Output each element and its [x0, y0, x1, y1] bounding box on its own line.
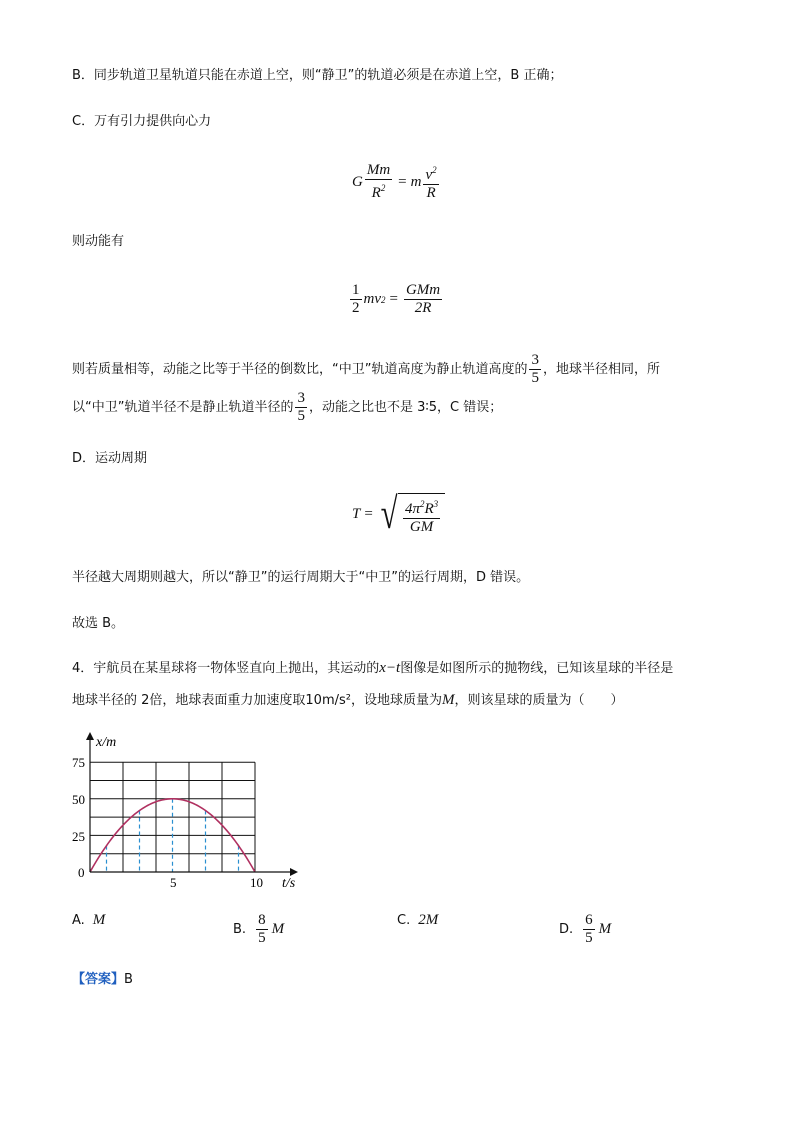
period-conclusion: 半径越大周期则越大，所以“静卫”的运行周期大于“中卫”的运行周期，D 错误。 — [72, 570, 530, 585]
frac-3-5-num-2: 3 — [297, 390, 305, 406]
option-d-label: D. — [559, 922, 574, 937]
y-axis-arrow — [86, 732, 94, 740]
ratio-text-2: 以“中卫”轨道半径不是静止轨道半径的 — [72, 399, 294, 415]
option-b-num: 8 — [258, 912, 266, 928]
option-d-value: M — [598, 921, 612, 937]
option-b-label: B. — [233, 922, 247, 937]
option-b-value: M — [271, 921, 285, 937]
option-c-label: C. — [397, 913, 411, 928]
eq2-num1: 1 — [352, 282, 360, 298]
answer-tag: 【答案】 — [72, 972, 125, 987]
eq3-t: T — [352, 505, 361, 522]
eq3-num: 4π — [404, 500, 420, 517]
eq2-equals: = — [389, 291, 398, 307]
sqrt-sign: √ $\frac{4\pi^2R^3}{GM}$ — [377, 492, 445, 536]
option-c-heading: C．万有引力提供向心力 — [72, 114, 212, 129]
frac-3-5-num: 3 — [531, 352, 539, 368]
answer-value: B — [124, 972, 133, 987]
option-a-value: M — [92, 912, 106, 928]
eq1-num2-sup: 2 — [432, 165, 437, 175]
option-d-heading: D．运动周期 — [72, 451, 148, 466]
q4-xt: x−t — [379, 660, 401, 676]
period-equation — [352, 489, 445, 538]
q4-text-a: 4．宇航员在某星球将一物体竖直向上抛出，其运动的 — [72, 661, 380, 676]
eq1-den1: R — [371, 185, 381, 201]
question-4-line2 — [72, 690, 624, 711]
eq2-den2: 2R — [414, 300, 432, 316]
eq3-den: GM — [409, 518, 434, 535]
eq2-mv-sup: 2 — [381, 294, 386, 305]
y-tick-75: 75 — [72, 755, 85, 770]
gravity-equation — [352, 162, 441, 202]
q4-m: M — [441, 692, 455, 708]
ratio-text-1-end: ，地球半径相同，所 — [542, 361, 660, 377]
ratio-text-2-end: ，动能之比也不是 3∶5，C 错误； — [308, 399, 503, 415]
option-a-label: A. — [72, 913, 85, 928]
x-tick-10: 10 — [250, 875, 263, 890]
ratio-paragraph-line2 — [72, 390, 502, 425]
y-tick-0: 0 — [78, 865, 85, 880]
eq3-equals: = — [364, 505, 373, 522]
choose-b: 故选 B。 — [72, 616, 125, 631]
answer-line — [72, 968, 133, 987]
kinetic-energy-equation — [348, 282, 444, 317]
ratio-paragraph-line1 — [72, 352, 660, 387]
xt-chart — [60, 730, 320, 890]
y-tick-50: 50 — [72, 792, 85, 807]
x-axis-label: t/s — [282, 876, 296, 890]
eq1-den1-sup: 2 — [380, 183, 386, 193]
eq1-num1: Mm — [366, 162, 391, 178]
eq3-num-sup2: 3 — [433, 498, 439, 509]
frac-3-5-den: 5 — [531, 370, 539, 386]
eq1-m: m — [410, 173, 422, 190]
eq2-den1: 2 — [352, 300, 360, 316]
eq1-equals: = — [398, 173, 407, 190]
q4-text-c: 地球半径的 2倍，地球表面重力加速度取10m/s²，设地球质量为 — [72, 693, 442, 708]
option-d-den: 5 — [585, 930, 593, 946]
eq1-g: G — [352, 173, 363, 190]
frac-3-5-den-2: 5 — [297, 408, 305, 424]
eq3-num-sup1: 2 — [419, 498, 425, 509]
eq1-num2: v — [425, 167, 433, 183]
y-tick-25: 25 — [72, 829, 85, 844]
option-c[interactable] — [397, 912, 438, 929]
question-4-line1 — [72, 658, 673, 679]
eq3-num-r: R — [424, 500, 434, 517]
kinetic-energy-heading: 则动能有 — [72, 234, 125, 249]
q4-text-d: ，则该星球的质量为（ ） — [454, 693, 624, 708]
eq1-den2: R — [426, 185, 436, 201]
option-a[interactable] — [72, 912, 105, 929]
eq2-num2: GMm — [405, 282, 441, 298]
ratio-text-1: 则若质量相等，动能之比等于半径的倒数比，“中卫”轨道高度为静止轨道高度的 — [72, 361, 528, 377]
option-b-explanation: B．同步轨道卫星轨道只能在赤道上空，则“静卫”的轨道必须是在赤道上空，B 正确； — [72, 68, 563, 83]
q4-text-b: 图像是如图所示的抛物线，已知该星球的半径是 — [400, 661, 674, 676]
eq2-mv: mv — [363, 291, 381, 307]
y-axis-label: x/m — [96, 735, 117, 750]
option-d-num: 6 — [585, 912, 593, 928]
option-b-den: 5 — [258, 930, 266, 946]
x-axis-arrow — [290, 868, 298, 876]
option-d[interactable] — [559, 912, 611, 947]
x-tick-5: 5 — [170, 875, 177, 890]
option-c-value: 2M — [418, 912, 439, 928]
option-b[interactable] — [233, 912, 284, 947]
